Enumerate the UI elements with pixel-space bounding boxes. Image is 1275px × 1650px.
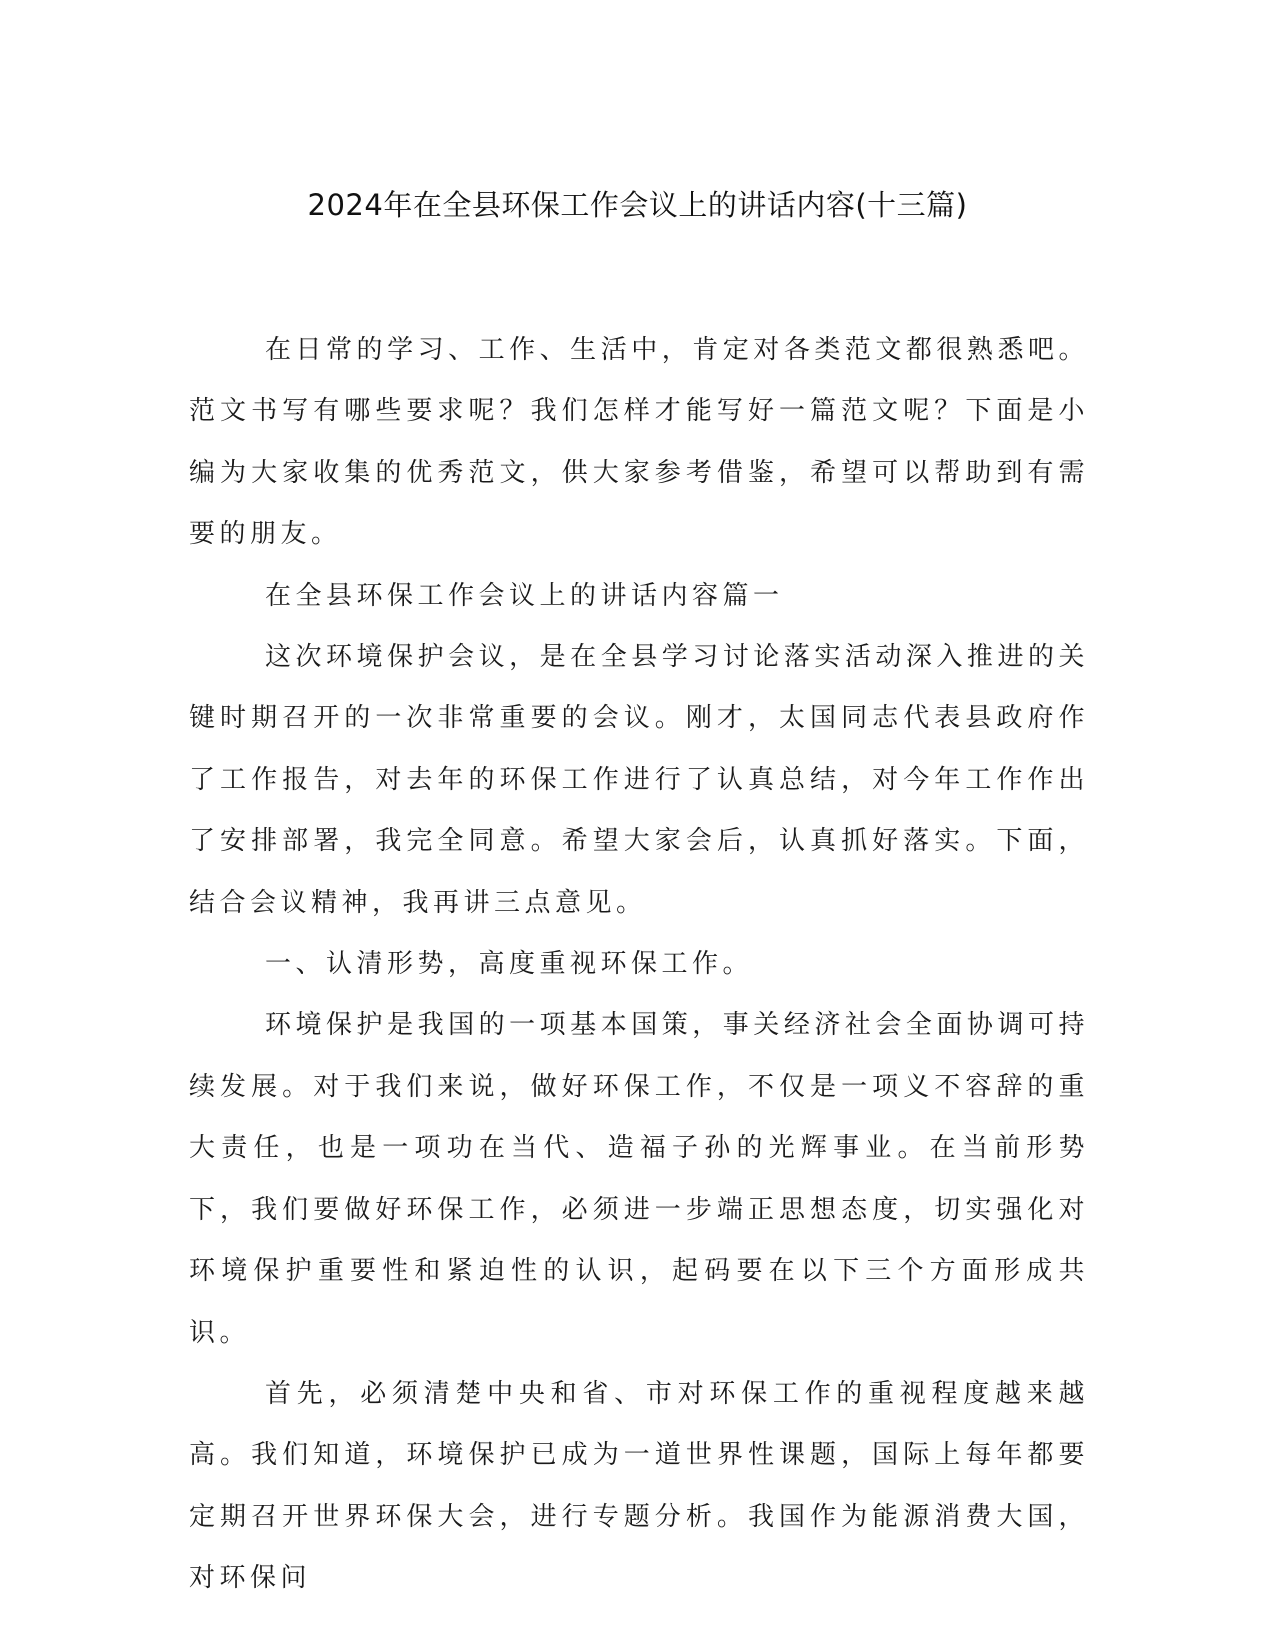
- subsection-heading: 一、认清形势，高度重视环保工作。: [265, 949, 754, 980]
- document-title: 2024年在全县环保工作会议上的讲话内容(十三篇): [307, 188, 968, 222]
- body-paragraph: 环境保护是我国的一项基本国策，事关经济社会全面协调可持续发展。对于我们来说，做好环保工作，不仅是一项义不容辞的重大责任，也是一项功在当代、造福子孙的光辉事业。在当前形势下，我们要做好环保工作，必须进一步端正思想态度，切实强化对环境保护重要性和紧迫性的认识，起码要在以下三个方面形成共识。: [189, 1010, 1089, 1348]
- body-paragraph: 首先，必须清楚中央和省、市对环保工作的重视程度越来越高。我们知道，环境保护已成为一道世界性课题，国际上每年都要定期召开世界环保大会，进行专题分析。我国作为能源消费大国，对环保问: [189, 1378, 1089, 1594]
- section-heading: 在全县环保工作会议上的讲话内容篇一: [265, 580, 784, 611]
- document-body: [189, 320, 1089, 1610]
- body-paragraph: 这次环境保护会议，是在全县学习讨论落实活动深入推进的关键时期召开的一次非常重要的会议。刚才，太国同志代表县政府作了工作报告，对去年的环保工作进行了认真总结，对今年工作作出了安排部署，我完全同意。希望大家会后，认真抓好落实。下面，结合会议精神，我再讲三点意见。: [189, 642, 1089, 918]
- intro-paragraph: 在日常的学习、工作、生活中，肯定对各类范文都很熟悉吧。范文书写有哪些要求呢？我们怎样才能写好一篇范文呢？下面是小编为大家收集的优秀范文，供大家参考借鉴，希望可以帮助到有需要的朋友。: [189, 335, 1089, 550]
